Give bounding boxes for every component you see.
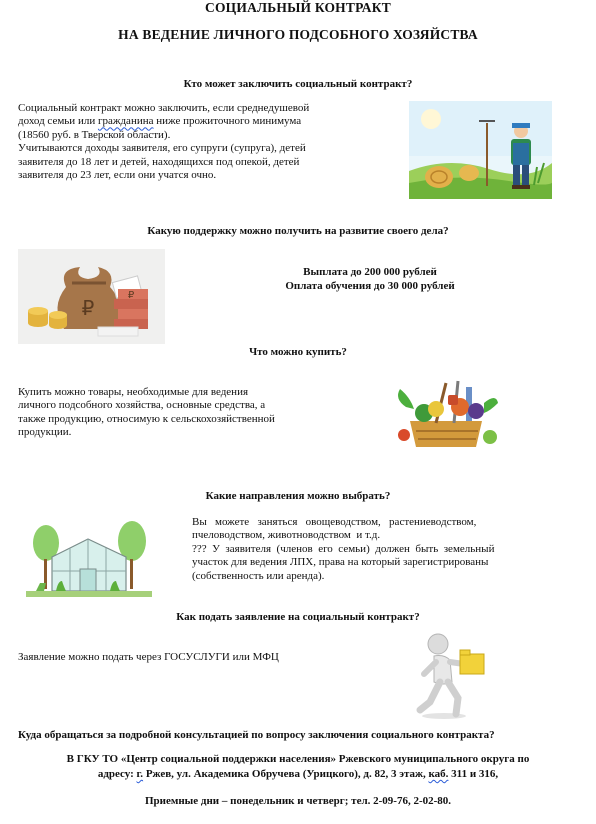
text-part: каб. — [428, 768, 449, 780]
greenhouse-illustration — [26, 519, 152, 601]
text-part: гражданина — [97, 115, 154, 128]
text-line: Купить можно товары, необходимые для ведения — [18, 386, 249, 398]
text-line: продукции. — [18, 426, 72, 439]
text-line: Социальный контракт можно заключить, если среднедушевой — [18, 102, 310, 114]
heading-what-to-buy: Что можно купить? — [249, 346, 347, 358]
ruble-sign: ₽ — [81, 296, 95, 320]
farmer-illustration — [409, 101, 552, 199]
text-line: личного подсобного хозяйства, основные средства, а — [18, 399, 266, 412]
consultation-question: Куда обращаться за подробной консультацией по вопросу заключения социального контракта? — [18, 729, 495, 741]
text-line — [18, 115, 388, 128]
address-line-2 — [0, 768, 596, 781]
text-part: адресу: — [97, 768, 137, 780]
text-part: ниже прожиточного минимума — [153, 115, 302, 128]
what-to-buy-text — [18, 386, 328, 440]
how-to-apply-text: Заявление можно подать через ГОСУСЛУГИ или МФЦ — [18, 651, 279, 663]
reception-hours: Приемные дни – понедельник и четверг; тел. 2-09-76, 2-02-80. — [144, 795, 452, 807]
address-line-1: В ГКУ ТО «Центр социальной поддержки населения» Ржевского муниципального округа по — [66, 753, 530, 765]
text-line: также продукцию, относимую к сельскохозяйственной — [18, 412, 275, 425]
text-line: (собственность или аренда). — [192, 569, 325, 582]
training-amount: Оплата обучения до 30 000 рублей — [285, 280, 455, 292]
heading-directions: Какие направления можно выбрать? — [205, 490, 391, 502]
heading-how-to-apply: Как подать заявление на социальный контракт? — [176, 611, 420, 623]
who-can-text — [18, 102, 388, 182]
text-line: Вы можете заняться овощеводством, растениеводством, — [192, 516, 477, 528]
text-part: Ржев, ул. Академика Обручева (Урицкого), д. 82, 3 этаж, — [143, 768, 429, 780]
text-part: 311 и 316, — [448, 768, 499, 780]
payment-amount: Выплата до 200 000 рублей — [303, 266, 437, 278]
text-line: заявителя до 18 лет и детей, находящихся под опекой, детей — [18, 155, 300, 168]
ruble-sign: ₽ — [127, 290, 135, 301]
directions-text — [192, 516, 569, 583]
running-man-with-folder-illustration — [404, 630, 497, 722]
heading-who-can: Кто может заключить социальный контракт? — [183, 78, 413, 90]
title-line-2: НА ВЕДЕНИЕ ЛИЧНОГО ПОДСОБНОГО ХОЗЯЙСТВА — [118, 27, 478, 42]
title-line-1: СОЦИАЛЬНЫЙ КОНТРАКТ — [205, 0, 391, 15]
text-line: заявителя до 23 лет, если они учатся очно. — [18, 169, 217, 182]
text-line: Учитываются доходы заявителя, его супруги (супруга), детей — [18, 142, 306, 155]
text-line: ??? У заявителя (членов его семьи) должен быть земельный — [192, 542, 495, 555]
heading-support: Какую поддержку можно получить на развитие своего дела? — [147, 225, 449, 237]
text-line: пчеловодством, животноводством и т.д. — [192, 529, 381, 542]
text-part: доход семьи или — [18, 115, 98, 128]
garden-tools-illustration — [388, 373, 504, 453]
text-part: г. — [136, 768, 144, 780]
money-bag-illustration — [18, 249, 165, 344]
text-line: участок для ведения ЛПХ, права на который зарегистрированы — [192, 556, 489, 569]
text-line: (18560 руб. в Тверской области). — [18, 128, 171, 141]
